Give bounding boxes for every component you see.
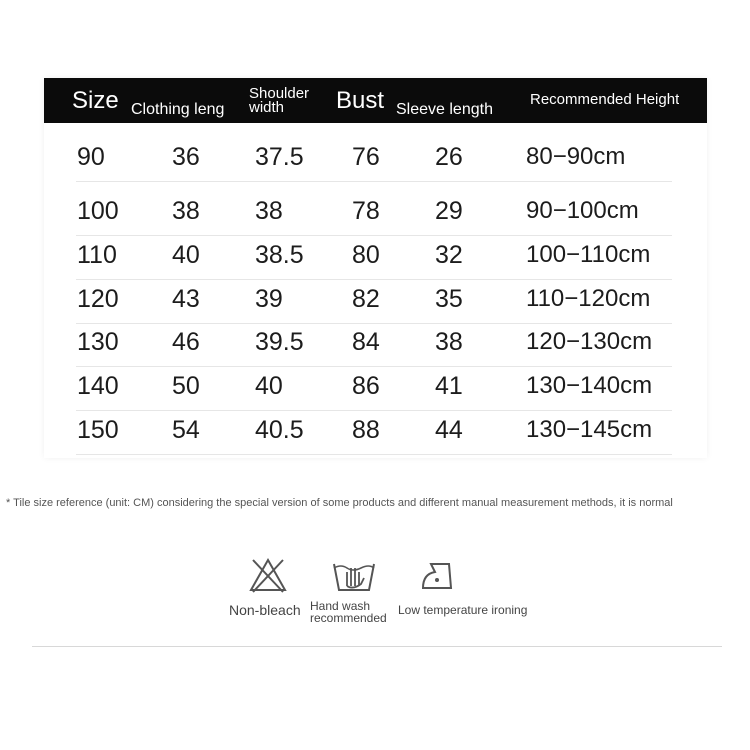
header-shoulder-line1: Shoulder <box>249 87 310 102</box>
cell-length: 46 <box>172 328 200 356</box>
cell-sleeve: 38 <box>435 328 463 356</box>
cell-size: 100 <box>77 197 119 225</box>
cell-height: 100−110cm <box>526 241 651 268</box>
bottom-divider <box>32 646 722 647</box>
cell-sleeve: 41 <box>435 372 463 400</box>
non-bleach-label: Non-bleach <box>229 602 301 618</box>
cell-shoulder: 38 <box>255 197 283 225</box>
cell-length: 40 <box>172 241 200 269</box>
measurement-note: * Tile size reference (unit: CM) considering the special version of some products and different manual measurement methods, it is normal <box>6 497 673 509</box>
cell-shoulder: 38.5 <box>255 241 304 269</box>
cell-height: 130−140cm <box>526 372 653 399</box>
cell-bust: 82 <box>352 285 380 313</box>
table-row <box>44 364 707 408</box>
cell-size: 110 <box>77 241 117 269</box>
row-divider <box>76 181 672 182</box>
cell-length: 50 <box>172 372 200 400</box>
cell-sleeve: 44 <box>435 416 463 444</box>
cell-bust: 88 <box>352 416 380 444</box>
cell-bust: 76 <box>352 143 380 171</box>
cell-length: 36 <box>172 143 200 171</box>
no-bleach-icon <box>247 556 289 594</box>
cell-height: 110−120cm <box>526 285 651 312</box>
cell-shoulder: 39.5 <box>255 328 304 356</box>
header-clothing-length: Clothing leng <box>131 101 225 118</box>
row-divider <box>76 454 672 455</box>
cell-size: 130 <box>77 328 119 356</box>
cell-shoulder: 37.5 <box>255 143 304 171</box>
cell-shoulder: 40.5 <box>255 416 304 444</box>
cell-length: 38 <box>172 197 200 225</box>
header-bust: Bust <box>336 87 385 114</box>
header-size: Size <box>72 87 119 114</box>
table-row <box>44 408 707 452</box>
low-temp-iron-icon <box>419 560 455 592</box>
cell-height: 120−130cm <box>526 328 653 355</box>
header-recommended-height: Recommended Height <box>530 91 680 108</box>
cell-bust: 80 <box>352 241 380 269</box>
cell-bust: 84 <box>352 328 380 356</box>
table-row <box>44 135 707 179</box>
hand-wash-icon <box>331 556 377 594</box>
cell-sleeve: 35 <box>435 285 463 313</box>
cell-length: 54 <box>172 416 200 444</box>
size-chart-table <box>44 78 707 458</box>
table-header <box>44 78 707 123</box>
cell-size: 140 <box>77 372 119 400</box>
cell-size: 150 <box>77 416 119 444</box>
cell-sleeve: 29 <box>435 197 463 225</box>
cell-bust: 78 <box>352 197 380 225</box>
hand-wash-label <box>310 600 387 624</box>
cell-sleeve: 32 <box>435 241 463 269</box>
cell-size: 90 <box>77 143 105 171</box>
cell-height: 80−90cm <box>526 143 626 170</box>
table-row <box>44 277 707 321</box>
header-shoulder-line2: width <box>249 99 285 115</box>
table-row <box>44 233 707 277</box>
cell-bust: 86 <box>352 372 380 400</box>
cell-shoulder: 40 <box>255 372 283 400</box>
ironing-label: Low temperature ironing <box>398 603 528 617</box>
cell-shoulder: 39 <box>255 285 283 313</box>
cell-height: 90−100cm <box>526 197 639 224</box>
table-row <box>44 189 707 233</box>
hand-wash-label-line1: Hand wash <box>310 599 371 613</box>
cell-sleeve: 26 <box>435 143 463 171</box>
header-sleeve-length: Sleeve length <box>396 101 493 118</box>
header-shoulder-width <box>249 87 309 115</box>
cell-length: 43 <box>172 285 200 313</box>
cell-height: 130−145cm <box>526 416 653 443</box>
table-row <box>44 320 707 364</box>
cell-size: 120 <box>77 285 119 313</box>
hand-wash-label-line2: recommended <box>310 611 387 625</box>
